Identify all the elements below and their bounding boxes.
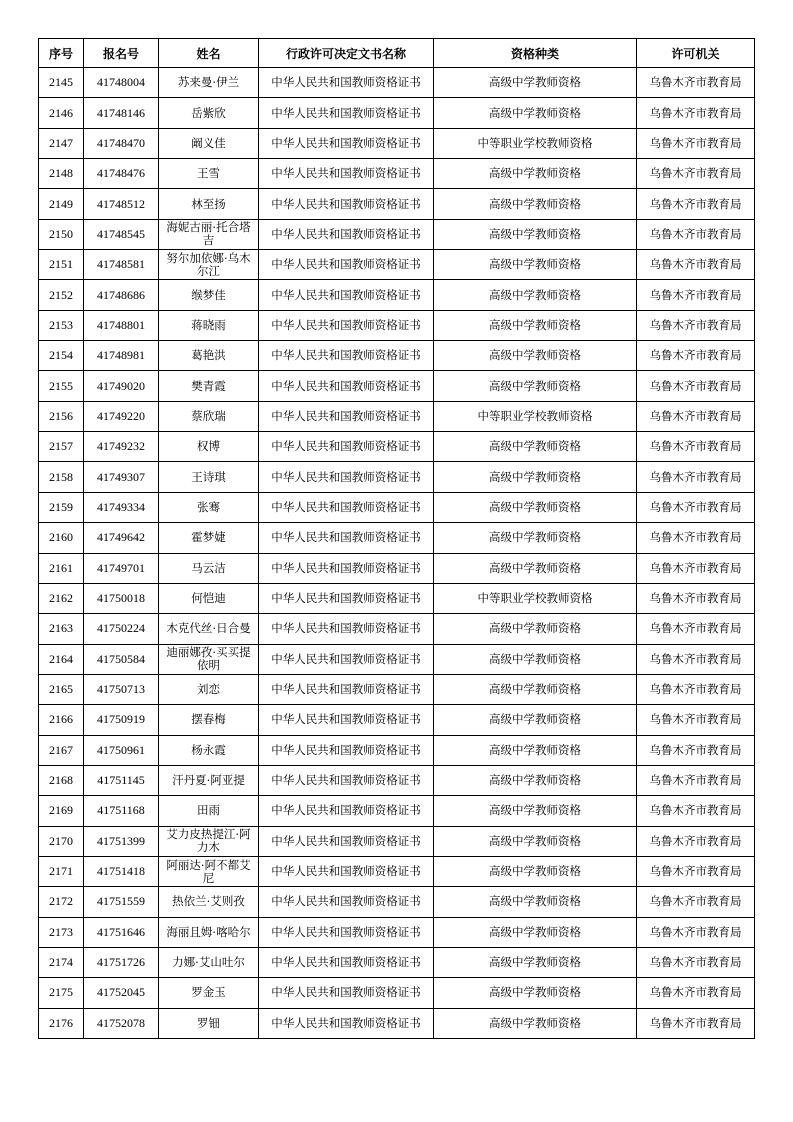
name-cell: 海丽且姆·喀哈尔 (159, 917, 259, 947)
qualification-type-cell: 高级中学教师资格 (434, 189, 637, 219)
serial-number-cell: 2171 (39, 856, 84, 886)
table-row (39, 189, 755, 219)
name-cell: 葛艳洪 (159, 341, 259, 371)
table-row (39, 856, 755, 886)
table-row (39, 432, 755, 462)
serial-number-cell: 2168 (39, 765, 84, 795)
table-row (39, 128, 755, 158)
table-row (39, 947, 755, 977)
registration-number-cell: 41748146 (84, 98, 159, 128)
name-cell: 田雨 (159, 796, 259, 826)
serial-number-cell: 2153 (39, 310, 84, 340)
name-cell: 樊青霞 (159, 371, 259, 401)
table-row (39, 614, 755, 644)
qualification-type-cell: 高级中学教师资格 (434, 280, 637, 310)
licensing-authority-cell: 乌鲁木齐市教育局 (637, 583, 755, 613)
registration-number-cell: 41749701 (84, 553, 159, 583)
serial-number-cell: 2170 (39, 826, 84, 856)
name-cell: 苏来曼·伊兰 (159, 68, 259, 98)
serial-number-cell: 2173 (39, 917, 84, 947)
licensing-authority-cell: 乌鲁木齐市教育局 (637, 401, 755, 431)
name-cell: 权博 (159, 432, 259, 462)
qualification-type-cell: 高级中学教师资格 (434, 796, 637, 826)
table-row (39, 826, 755, 856)
licensing-authority-cell: 乌鲁木齐市教育局 (637, 341, 755, 371)
table-row (39, 68, 755, 98)
name-cell: 王雪 (159, 159, 259, 189)
registration-number-cell: 41748004 (84, 68, 159, 98)
document-name-cell: 中华人民共和国教师资格证书 (259, 523, 434, 553)
qualification-type-cell: 高级中学教师资格 (434, 735, 637, 765)
qualification-type-cell: 高级中学教师资格 (434, 887, 637, 917)
registration-number-cell: 41748686 (84, 280, 159, 310)
serial-number-cell: 2145 (39, 68, 84, 98)
header-serial-number: 序号 (39, 39, 84, 68)
registration-number-cell: 41748981 (84, 341, 159, 371)
document-name-cell: 中华人民共和国教师资格证书 (259, 583, 434, 613)
licensing-authority-cell: 乌鲁木齐市教育局 (637, 947, 755, 977)
licensing-authority-cell: 乌鲁木齐市教育局 (637, 250, 755, 280)
document-name-cell: 中华人民共和国教师资格证书 (259, 159, 434, 189)
name-cell: 蔡欣瑞 (159, 401, 259, 431)
licensing-authority-cell: 乌鲁木齐市教育局 (637, 1008, 755, 1038)
qualification-type-cell: 高级中学教师资格 (434, 553, 637, 583)
document-name-cell: 中华人民共和国教师资格证书 (259, 674, 434, 704)
table-body (39, 68, 755, 1039)
header-registration-number: 报名号 (84, 39, 159, 68)
table-row (39, 917, 755, 947)
table-row (39, 280, 755, 310)
serial-number-cell: 2155 (39, 371, 84, 401)
teacher-qualification-table (38, 38, 755, 1039)
document-name-cell: 中华人民共和国教师资格证书 (259, 341, 434, 371)
qualification-type-cell: 高级中学教师资格 (434, 432, 637, 462)
name-cell: 马云洁 (159, 553, 259, 583)
qualification-type-cell: 高级中学教师资格 (434, 492, 637, 522)
licensing-authority-cell: 乌鲁木齐市教育局 (637, 371, 755, 401)
serial-number-cell: 2149 (39, 189, 84, 219)
table-row (39, 735, 755, 765)
registration-number-cell: 41749334 (84, 492, 159, 522)
registration-number-cell: 41751646 (84, 917, 159, 947)
registration-number-cell: 41751168 (84, 796, 159, 826)
serial-number-cell: 2152 (39, 280, 84, 310)
registration-number-cell: 41750018 (84, 583, 159, 613)
document-name-cell: 中华人民共和国教师资格证书 (259, 978, 434, 1008)
serial-number-cell: 2164 (39, 644, 84, 674)
document-name-cell: 中华人民共和国教师资格证书 (259, 765, 434, 795)
document-name-cell: 中华人民共和国教师资格证书 (259, 432, 434, 462)
document-name-cell: 中华人民共和国教师资格证书 (259, 219, 434, 249)
registration-number-cell: 41748545 (84, 219, 159, 249)
table-row (39, 674, 755, 704)
name-cell: 阚义佳 (159, 128, 259, 158)
name-cell: 蒋晓雨 (159, 310, 259, 340)
document-name-cell: 中华人民共和国教师资格证书 (259, 462, 434, 492)
table-row (39, 978, 755, 1008)
serial-number-cell: 2174 (39, 947, 84, 977)
document-name-cell: 中华人民共和国教师资格证书 (259, 250, 434, 280)
name-cell: 张骞 (159, 492, 259, 522)
name-cell: 汗丹夏·阿亚提 (159, 765, 259, 795)
qualification-type-cell: 高级中学教师资格 (434, 614, 637, 644)
qualification-type-cell: 高级中学教师资格 (434, 68, 637, 98)
registration-number-cell: 41748581 (84, 250, 159, 280)
document-name-cell: 中华人民共和国教师资格证书 (259, 887, 434, 917)
qualification-type-cell: 高级中学教师资格 (434, 310, 637, 340)
name-cell: 霍梦婕 (159, 523, 259, 553)
qualification-type-cell: 高级中学教师资格 (434, 978, 637, 1008)
licensing-authority-cell: 乌鲁木齐市教育局 (637, 978, 755, 1008)
qualification-type-cell: 高级中学教师资格 (434, 917, 637, 947)
name-cell: 海妮古丽·托合塔吉 (159, 219, 259, 249)
qualification-type-cell: 高级中学教师资格 (434, 674, 637, 704)
document-name-cell: 中华人民共和国教师资格证书 (259, 705, 434, 735)
header-licensing-authority: 许可机关 (637, 39, 755, 68)
licensing-authority-cell: 乌鲁木齐市教育局 (637, 765, 755, 795)
table-header-row (39, 39, 755, 68)
licensing-authority-cell: 乌鲁木齐市教育局 (637, 796, 755, 826)
table-row (39, 796, 755, 826)
registration-number-cell: 41749020 (84, 371, 159, 401)
document-name-cell: 中华人民共和国教师资格证书 (259, 917, 434, 947)
document-name-cell: 中华人民共和国教师资格证书 (259, 735, 434, 765)
document-name-cell: 中华人民共和国教师资格证书 (259, 614, 434, 644)
registration-number-cell: 41748470 (84, 128, 159, 158)
document-name-cell: 中华人民共和国教师资格证书 (259, 98, 434, 128)
licensing-authority-cell: 乌鲁木齐市教育局 (637, 68, 755, 98)
qualification-type-cell: 高级中学教师资格 (434, 371, 637, 401)
serial-number-cell: 2159 (39, 492, 84, 522)
serial-number-cell: 2148 (39, 159, 84, 189)
licensing-authority-cell: 乌鲁木齐市教育局 (637, 674, 755, 704)
table-row (39, 159, 755, 189)
serial-number-cell: 2165 (39, 674, 84, 704)
serial-number-cell: 2151 (39, 250, 84, 280)
serial-number-cell: 2150 (39, 219, 84, 249)
table-row (39, 887, 755, 917)
document-name-cell: 中华人民共和国教师资格证书 (259, 189, 434, 219)
registration-number-cell: 41749232 (84, 432, 159, 462)
document-name-cell: 中华人民共和国教师资格证书 (259, 796, 434, 826)
document-name-cell: 中华人民共和国教师资格证书 (259, 826, 434, 856)
table-row (39, 401, 755, 431)
serial-number-cell: 2147 (39, 128, 84, 158)
serial-number-cell: 2163 (39, 614, 84, 644)
licensing-authority-cell: 乌鲁木齐市教育局 (637, 462, 755, 492)
document-name-cell: 中华人民共和国教师资格证书 (259, 1008, 434, 1038)
table-row (39, 644, 755, 674)
table-row (39, 705, 755, 735)
serial-number-cell: 2157 (39, 432, 84, 462)
document-name-cell: 中华人民共和国教师资格证书 (259, 856, 434, 886)
licensing-authority-cell: 乌鲁木齐市教育局 (637, 644, 755, 674)
table-row (39, 462, 755, 492)
name-cell: 杨永霞 (159, 735, 259, 765)
licensing-authority-cell: 乌鲁木齐市教育局 (637, 856, 755, 886)
qualification-type-cell: 高级中学教师资格 (434, 644, 637, 674)
serial-number-cell: 2156 (39, 401, 84, 431)
licensing-authority-cell: 乌鲁木齐市教育局 (637, 159, 755, 189)
name-cell: 何恺迪 (159, 583, 259, 613)
name-cell: 罗钿 (159, 1008, 259, 1038)
registration-number-cell: 41750961 (84, 735, 159, 765)
qualification-type-cell: 高级中学教师资格 (434, 250, 637, 280)
serial-number-cell: 2160 (39, 523, 84, 553)
registration-number-cell: 41751418 (84, 856, 159, 886)
registration-number-cell: 41751399 (84, 826, 159, 856)
registration-number-cell: 41750713 (84, 674, 159, 704)
name-cell: 罗金玉 (159, 978, 259, 1008)
qualification-type-cell: 高级中学教师资格 (434, 765, 637, 795)
table-row (39, 310, 755, 340)
licensing-authority-cell: 乌鲁木齐市教育局 (637, 705, 755, 735)
serial-number-cell: 2172 (39, 887, 84, 917)
name-cell: 刘恋 (159, 674, 259, 704)
registration-number-cell: 41749307 (84, 462, 159, 492)
licensing-authority-cell: 乌鲁木齐市教育局 (637, 735, 755, 765)
qualification-type-cell: 高级中学教师资格 (434, 947, 637, 977)
table-row (39, 250, 755, 280)
serial-number-cell: 2161 (39, 553, 84, 583)
document-name-cell: 中华人民共和国教师资格证书 (259, 68, 434, 98)
qualification-type-cell: 高级中学教师资格 (434, 523, 637, 553)
table-row (39, 765, 755, 795)
registration-number-cell: 41748512 (84, 189, 159, 219)
qualification-type-cell: 中等职业学校教师资格 (434, 128, 637, 158)
registration-number-cell: 41751145 (84, 765, 159, 795)
table-row (39, 341, 755, 371)
qualification-type-cell: 高级中学教师资格 (434, 856, 637, 886)
licensing-authority-cell: 乌鲁木齐市教育局 (637, 98, 755, 128)
registration-number-cell: 41748801 (84, 310, 159, 340)
document-page (38, 38, 754, 1039)
licensing-authority-cell: 乌鲁木齐市教育局 (637, 553, 755, 583)
name-cell: 缑梦佳 (159, 280, 259, 310)
licensing-authority-cell: 乌鲁木齐市教育局 (637, 887, 755, 917)
name-cell: 王诗琪 (159, 462, 259, 492)
table-row (39, 1008, 755, 1038)
registration-number-cell: 41749642 (84, 523, 159, 553)
table-row (39, 583, 755, 613)
registration-number-cell: 41749220 (84, 401, 159, 431)
table-row (39, 492, 755, 522)
name-cell: 力娜·艾山吐尔 (159, 947, 259, 977)
serial-number-cell: 2175 (39, 978, 84, 1008)
name-cell: 岳紫欣 (159, 98, 259, 128)
registration-number-cell: 41751559 (84, 887, 159, 917)
document-name-cell: 中华人民共和国教师资格证书 (259, 553, 434, 583)
document-name-cell: 中华人民共和国教师资格证书 (259, 644, 434, 674)
name-cell: 迪丽娜孜·买买提依明 (159, 644, 259, 674)
serial-number-cell: 2154 (39, 341, 84, 371)
header-document-name: 行政许可决定文书名称 (259, 39, 434, 68)
qualification-type-cell: 中等职业学校教师资格 (434, 401, 637, 431)
qualification-type-cell: 高级中学教师资格 (434, 341, 637, 371)
name-cell: 林至扬 (159, 189, 259, 219)
table-row (39, 98, 755, 128)
document-name-cell: 中华人民共和国教师资格证书 (259, 371, 434, 401)
licensing-authority-cell: 乌鲁木齐市教育局 (637, 523, 755, 553)
table-row (39, 371, 755, 401)
table-row (39, 219, 755, 249)
serial-number-cell: 2169 (39, 796, 84, 826)
licensing-authority-cell: 乌鲁木齐市教育局 (637, 826, 755, 856)
qualification-type-cell: 高级中学教师资格 (434, 159, 637, 189)
registration-number-cell: 41751726 (84, 947, 159, 977)
licensing-authority-cell: 乌鲁木齐市教育局 (637, 492, 755, 522)
serial-number-cell: 2166 (39, 705, 84, 735)
table-row (39, 553, 755, 583)
document-name-cell: 中华人民共和国教师资格证书 (259, 128, 434, 158)
document-name-cell: 中华人民共和国教师资格证书 (259, 492, 434, 522)
registration-number-cell: 41750584 (84, 644, 159, 674)
qualification-type-cell: 高级中学教师资格 (434, 826, 637, 856)
qualification-type-cell: 高级中学教师资格 (434, 219, 637, 249)
registration-number-cell: 41750919 (84, 705, 159, 735)
qualification-type-cell: 高级中学教师资格 (434, 98, 637, 128)
qualification-type-cell: 中等职业学校教师资格 (434, 583, 637, 613)
licensing-authority-cell: 乌鲁木齐市教育局 (637, 189, 755, 219)
licensing-authority-cell: 乌鲁木齐市教育局 (637, 917, 755, 947)
registration-number-cell: 41748476 (84, 159, 159, 189)
qualification-type-cell: 高级中学教师资格 (434, 705, 637, 735)
registration-number-cell: 41750224 (84, 614, 159, 644)
name-cell: 阿丽达·阿不都艾尼 (159, 856, 259, 886)
name-cell: 努尔加依娜·乌木尔江 (159, 250, 259, 280)
qualification-type-cell: 高级中学教师资格 (434, 462, 637, 492)
registration-number-cell: 41752078 (84, 1008, 159, 1038)
document-name-cell: 中华人民共和国教师资格证书 (259, 401, 434, 431)
serial-number-cell: 2167 (39, 735, 84, 765)
licensing-authority-cell: 乌鲁木齐市教育局 (637, 280, 755, 310)
name-cell: 摆春梅 (159, 705, 259, 735)
registration-number-cell: 41752045 (84, 978, 159, 1008)
licensing-authority-cell: 乌鲁木齐市教育局 (637, 614, 755, 644)
header-qualification-type: 资格种类 (434, 39, 637, 68)
licensing-authority-cell: 乌鲁木齐市教育局 (637, 432, 755, 462)
serial-number-cell: 2158 (39, 462, 84, 492)
serial-number-cell: 2146 (39, 98, 84, 128)
document-name-cell: 中华人民共和国教师资格证书 (259, 947, 434, 977)
name-cell: 艾力皮热提江·阿力木 (159, 826, 259, 856)
header-name: 姓名 (159, 39, 259, 68)
licensing-authority-cell: 乌鲁木齐市教育局 (637, 310, 755, 340)
name-cell: 热依兰·艾则孜 (159, 887, 259, 917)
document-name-cell: 中华人民共和国教师资格证书 (259, 310, 434, 340)
qualification-type-cell: 高级中学教师资格 (434, 1008, 637, 1038)
name-cell: 木克代丝·日合曼 (159, 614, 259, 644)
document-name-cell: 中华人民共和国教师资格证书 (259, 280, 434, 310)
serial-number-cell: 2176 (39, 1008, 84, 1038)
licensing-authority-cell: 乌鲁木齐市教育局 (637, 128, 755, 158)
serial-number-cell: 2162 (39, 583, 84, 613)
table-row (39, 523, 755, 553)
licensing-authority-cell: 乌鲁木齐市教育局 (637, 219, 755, 249)
